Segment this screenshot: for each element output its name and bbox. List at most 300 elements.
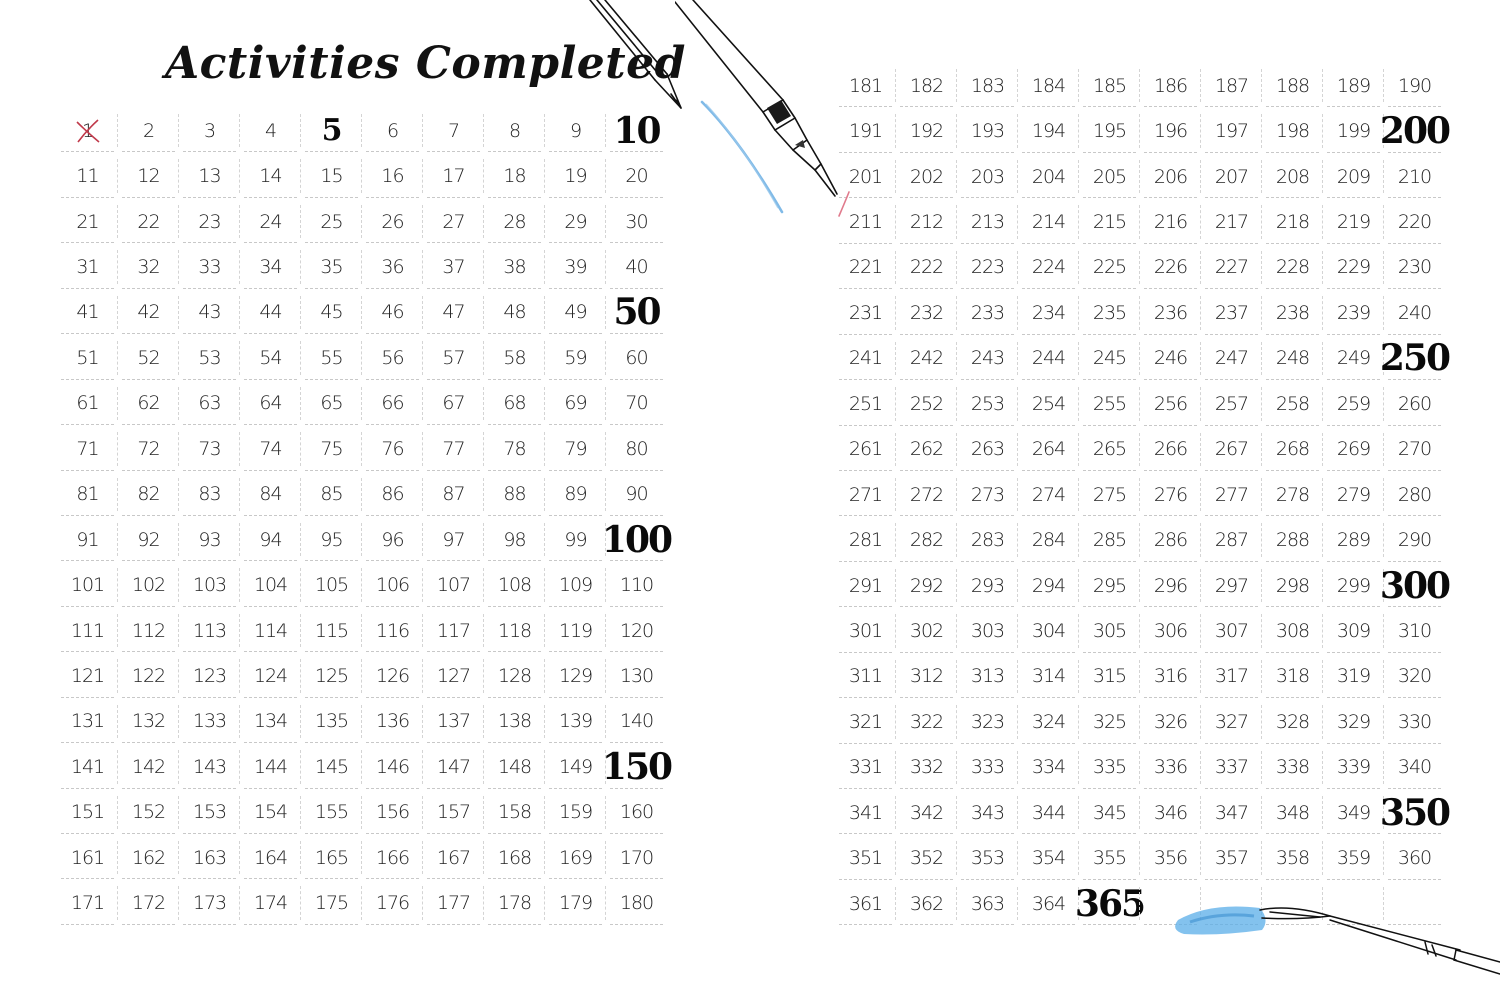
activity-cell-244[interactable] bbox=[1018, 336, 1079, 381]
activity-cell-342[interactable] bbox=[896, 790, 957, 835]
activity-cell-194[interactable] bbox=[1018, 108, 1079, 153]
activity-cell-337[interactable] bbox=[1201, 745, 1262, 790]
activity-cell-208[interactable] bbox=[1262, 154, 1323, 199]
activity-cell-338[interactable] bbox=[1262, 745, 1323, 790]
activity-cell-261[interactable] bbox=[835, 427, 896, 472]
activity-cell-229[interactable] bbox=[1323, 245, 1384, 290]
activity-cell-156[interactable] bbox=[362, 790, 423, 835]
activity-cell-204[interactable] bbox=[1018, 154, 1079, 199]
activity-cell-14[interactable] bbox=[240, 153, 301, 198]
activity-cell-256[interactable] bbox=[1140, 381, 1201, 426]
activity-cell-307[interactable] bbox=[1201, 608, 1262, 653]
activity-cell-341[interactable] bbox=[835, 790, 896, 835]
activity-cell-46[interactable] bbox=[362, 290, 423, 335]
activity-cell-102[interactable] bbox=[118, 562, 179, 607]
activity-cell-301[interactable] bbox=[835, 608, 896, 653]
activity-cell-137[interactable] bbox=[423, 699, 484, 744]
activity-cell-325[interactable] bbox=[1079, 699, 1140, 744]
activity-cell-71[interactable] bbox=[57, 426, 118, 471]
activity-cell-111[interactable] bbox=[57, 608, 118, 653]
activity-cell-346[interactable] bbox=[1140, 790, 1201, 835]
activity-cell-28[interactable] bbox=[484, 199, 545, 244]
activity-cell-326[interactable] bbox=[1140, 699, 1201, 744]
activity-cell-162[interactable] bbox=[118, 835, 179, 880]
activity-cell-213[interactable] bbox=[957, 199, 1018, 244]
activity-cell-221[interactable] bbox=[835, 245, 896, 290]
activity-cell-51[interactable] bbox=[57, 335, 118, 380]
activity-cell-9[interactable] bbox=[545, 108, 606, 153]
activity-cell-305[interactable] bbox=[1079, 608, 1140, 653]
activity-cell-210[interactable] bbox=[1384, 154, 1445, 199]
activity-cell-139[interactable] bbox=[545, 699, 606, 744]
activity-cell-151[interactable] bbox=[57, 790, 118, 835]
activity-cell-299[interactable] bbox=[1323, 563, 1384, 608]
activity-cell-159[interactable] bbox=[545, 790, 606, 835]
activity-cell-242[interactable] bbox=[896, 336, 957, 381]
activity-cell-132[interactable] bbox=[118, 699, 179, 744]
activity-cell-365[interactable] bbox=[1074, 881, 1145, 926]
activity-cell-59[interactable] bbox=[545, 335, 606, 380]
activity-cell-180[interactable] bbox=[606, 880, 667, 925]
activity-cell-166[interactable] bbox=[362, 835, 423, 880]
activity-cell-192[interactable] bbox=[896, 108, 957, 153]
activity-cell-357[interactable] bbox=[1201, 835, 1262, 880]
activity-cell-10[interactable] bbox=[606, 108, 667, 153]
activity-cell-183[interactable] bbox=[957, 63, 1018, 108]
activity-cell-83[interactable] bbox=[179, 472, 240, 517]
activity-cell-43[interactable] bbox=[179, 290, 240, 335]
activity-cell-246[interactable] bbox=[1140, 336, 1201, 381]
activity-cell-248[interactable] bbox=[1262, 336, 1323, 381]
activity-cell-196[interactable] bbox=[1140, 108, 1201, 153]
activity-cell-343[interactable] bbox=[957, 790, 1018, 835]
activity-cell-264[interactable] bbox=[1018, 427, 1079, 472]
activity-cell-318[interactable] bbox=[1262, 654, 1323, 699]
activity-cell-350[interactable] bbox=[1379, 790, 1450, 835]
activity-cell-304[interactable] bbox=[1018, 608, 1079, 653]
activity-cell-19[interactable] bbox=[545, 153, 606, 198]
activity-cell-11[interactable] bbox=[57, 153, 118, 198]
activity-cell-223[interactable] bbox=[957, 245, 1018, 290]
activity-cell-218[interactable] bbox=[1262, 199, 1323, 244]
activity-cell-300[interactable] bbox=[1379, 563, 1450, 608]
activity-cell-190[interactable] bbox=[1384, 63, 1445, 108]
activity-cell-20[interactable] bbox=[606, 153, 667, 198]
activity-cell-237[interactable] bbox=[1201, 290, 1262, 335]
activity-cell-275[interactable] bbox=[1079, 472, 1140, 517]
activity-cell-243[interactable] bbox=[957, 336, 1018, 381]
activity-cell-145[interactable] bbox=[301, 744, 362, 789]
activity-cell-126[interactable] bbox=[362, 653, 423, 698]
activity-cell-241[interactable] bbox=[835, 336, 896, 381]
activity-cell-96[interactable] bbox=[362, 517, 423, 562]
activity-cell-266[interactable] bbox=[1140, 427, 1201, 472]
activity-cell-217[interactable] bbox=[1201, 199, 1262, 244]
activity-cell-279[interactable] bbox=[1323, 472, 1384, 517]
activity-cell-214[interactable] bbox=[1018, 199, 1079, 244]
activity-cell-74[interactable] bbox=[240, 426, 301, 471]
activity-cell-125[interactable] bbox=[301, 653, 362, 698]
activity-cell-195[interactable] bbox=[1079, 108, 1140, 153]
activity-cell-50[interactable] bbox=[606, 290, 667, 335]
activity-cell-345[interactable] bbox=[1079, 790, 1140, 835]
activity-cell-251[interactable] bbox=[835, 381, 896, 426]
activity-cell-39[interactable] bbox=[545, 244, 606, 289]
activity-cell-58[interactable] bbox=[484, 335, 545, 380]
activity-cell-114[interactable] bbox=[240, 608, 301, 653]
activity-cell-70[interactable] bbox=[606, 381, 667, 426]
activity-cell-2[interactable] bbox=[118, 108, 179, 153]
activity-cell-54[interactable] bbox=[240, 335, 301, 380]
activity-cell-234[interactable] bbox=[1018, 290, 1079, 335]
activity-cell-92[interactable] bbox=[118, 517, 179, 562]
activity-cell-73[interactable] bbox=[179, 426, 240, 471]
activity-cell-88[interactable] bbox=[484, 472, 545, 517]
activity-cell-269[interactable] bbox=[1323, 427, 1384, 472]
activity-cell-293[interactable] bbox=[957, 563, 1018, 608]
activity-cell-149[interactable] bbox=[545, 744, 606, 789]
activity-cell-4[interactable] bbox=[240, 108, 301, 153]
activity-cell-230[interactable] bbox=[1384, 245, 1445, 290]
activity-cell-212[interactable] bbox=[896, 199, 957, 244]
activity-cell-150[interactable] bbox=[601, 744, 672, 789]
activity-cell-260[interactable] bbox=[1384, 381, 1445, 426]
activity-cell-184[interactable] bbox=[1018, 63, 1079, 108]
activity-cell-32[interactable] bbox=[118, 244, 179, 289]
activity-cell-352[interactable] bbox=[896, 835, 957, 880]
activity-cell-240[interactable] bbox=[1384, 290, 1445, 335]
activity-cell-289[interactable] bbox=[1323, 517, 1384, 562]
activity-cell-344[interactable] bbox=[1018, 790, 1079, 835]
activity-cell-103[interactable] bbox=[179, 562, 240, 607]
activity-cell-6[interactable] bbox=[362, 108, 423, 153]
activity-cell-115[interactable] bbox=[301, 608, 362, 653]
activity-cell-257[interactable] bbox=[1201, 381, 1262, 426]
activity-cell-41[interactable] bbox=[57, 290, 118, 335]
activity-cell-224[interactable] bbox=[1018, 245, 1079, 290]
activity-cell-130[interactable] bbox=[606, 653, 667, 698]
activity-cell-148[interactable] bbox=[484, 744, 545, 789]
activity-cell-8[interactable] bbox=[484, 108, 545, 153]
activity-cell-314[interactable] bbox=[1018, 654, 1079, 699]
activity-cell-262[interactable] bbox=[896, 427, 957, 472]
activity-cell-98[interactable] bbox=[484, 517, 545, 562]
activity-cell-290[interactable] bbox=[1384, 517, 1445, 562]
activity-cell-272[interactable] bbox=[896, 472, 957, 517]
activity-cell-18[interactable] bbox=[484, 153, 545, 198]
activity-cell-76[interactable] bbox=[362, 426, 423, 471]
activity-cell-209[interactable] bbox=[1323, 154, 1384, 199]
activity-cell-48[interactable] bbox=[484, 290, 545, 335]
activity-cell-363[interactable] bbox=[957, 881, 1018, 926]
activity-cell-131[interactable] bbox=[57, 699, 118, 744]
activity-cell-61[interactable] bbox=[57, 381, 118, 426]
activity-cell-364[interactable] bbox=[1018, 881, 1079, 926]
activity-cell-271[interactable] bbox=[835, 472, 896, 517]
activity-cell-201[interactable] bbox=[835, 154, 896, 199]
activity-cell-206[interactable] bbox=[1140, 154, 1201, 199]
activity-cell-220[interactable] bbox=[1384, 199, 1445, 244]
activity-cell-291[interactable] bbox=[835, 563, 896, 608]
activity-cell-105[interactable] bbox=[301, 562, 362, 607]
activity-cell-351[interactable] bbox=[835, 835, 896, 880]
activity-cell-45[interactable] bbox=[301, 290, 362, 335]
activity-cell-199[interactable] bbox=[1323, 108, 1384, 153]
activity-cell-141[interactable] bbox=[57, 744, 118, 789]
activity-cell-273[interactable] bbox=[957, 472, 1018, 517]
activity-cell-336[interactable] bbox=[1140, 745, 1201, 790]
activity-cell-249[interactable] bbox=[1323, 336, 1384, 381]
activity-cell-182[interactable] bbox=[896, 63, 957, 108]
activity-cell-38[interactable] bbox=[484, 244, 545, 289]
activity-cell-174[interactable] bbox=[240, 880, 301, 925]
activity-cell-313[interactable] bbox=[957, 654, 1018, 699]
activity-cell-294[interactable] bbox=[1018, 563, 1079, 608]
activity-cell-226[interactable] bbox=[1140, 245, 1201, 290]
activity-cell-1[interactable] bbox=[57, 108, 118, 153]
activity-cell-165[interactable] bbox=[301, 835, 362, 880]
activity-cell-79[interactable] bbox=[545, 426, 606, 471]
activity-cell-81[interactable] bbox=[57, 472, 118, 517]
activity-cell-203[interactable] bbox=[957, 154, 1018, 199]
activity-cell-63[interactable] bbox=[179, 381, 240, 426]
activity-cell-187[interactable] bbox=[1201, 63, 1262, 108]
activity-cell-65[interactable] bbox=[301, 381, 362, 426]
activity-cell-97[interactable] bbox=[423, 517, 484, 562]
activity-cell-340[interactable] bbox=[1384, 745, 1445, 790]
activity-cell-124[interactable] bbox=[240, 653, 301, 698]
activity-cell-238[interactable] bbox=[1262, 290, 1323, 335]
activity-cell-163[interactable] bbox=[179, 835, 240, 880]
activity-cell-31[interactable] bbox=[57, 244, 118, 289]
activity-cell-7[interactable] bbox=[423, 108, 484, 153]
activity-cell-281[interactable] bbox=[835, 517, 896, 562]
activity-cell-356[interactable] bbox=[1140, 835, 1201, 880]
activity-cell-298[interactable] bbox=[1262, 563, 1323, 608]
activity-cell-267[interactable] bbox=[1201, 427, 1262, 472]
activity-cell-13[interactable] bbox=[179, 153, 240, 198]
activity-cell-236[interactable] bbox=[1140, 290, 1201, 335]
activity-cell-49[interactable] bbox=[545, 290, 606, 335]
activity-cell-75[interactable] bbox=[301, 426, 362, 471]
activity-cell-29[interactable] bbox=[545, 199, 606, 244]
activity-cell-169[interactable] bbox=[545, 835, 606, 880]
activity-cell-21[interactable] bbox=[57, 199, 118, 244]
activity-cell-331[interactable] bbox=[835, 745, 896, 790]
activity-cell-93[interactable] bbox=[179, 517, 240, 562]
activity-cell-308[interactable] bbox=[1262, 608, 1323, 653]
activity-cell-332[interactable] bbox=[896, 745, 957, 790]
activity-cell-85[interactable] bbox=[301, 472, 362, 517]
activity-cell-24[interactable] bbox=[240, 199, 301, 244]
activity-cell-110[interactable] bbox=[606, 562, 667, 607]
activity-cell-107[interactable] bbox=[423, 562, 484, 607]
activity-cell-306[interactable] bbox=[1140, 608, 1201, 653]
activity-cell-315[interactable] bbox=[1079, 654, 1140, 699]
activity-cell-138[interactable] bbox=[484, 699, 545, 744]
activity-cell-3[interactable] bbox=[179, 108, 240, 153]
activity-cell-82[interactable] bbox=[118, 472, 179, 517]
activity-cell-140[interactable] bbox=[606, 699, 667, 744]
activity-cell-155[interactable] bbox=[301, 790, 362, 835]
activity-cell-42[interactable] bbox=[118, 290, 179, 335]
activity-cell-252[interactable] bbox=[896, 381, 957, 426]
activity-cell-335[interactable] bbox=[1079, 745, 1140, 790]
activity-cell-285[interactable] bbox=[1079, 517, 1140, 562]
activity-cell-283[interactable] bbox=[957, 517, 1018, 562]
activity-cell-87[interactable] bbox=[423, 472, 484, 517]
activity-cell-15[interactable] bbox=[301, 153, 362, 198]
activity-cell-101[interactable] bbox=[57, 562, 118, 607]
activity-cell-347[interactable] bbox=[1201, 790, 1262, 835]
activity-cell-328[interactable] bbox=[1262, 699, 1323, 744]
activity-cell-233[interactable] bbox=[957, 290, 1018, 335]
activity-cell-91[interactable] bbox=[57, 517, 118, 562]
activity-cell-222[interactable] bbox=[896, 245, 957, 290]
activity-cell-202[interactable] bbox=[896, 154, 957, 199]
activity-cell-191[interactable] bbox=[835, 108, 896, 153]
activity-cell-5[interactable] bbox=[301, 108, 362, 153]
activity-cell-152[interactable] bbox=[118, 790, 179, 835]
activity-cell-142[interactable] bbox=[118, 744, 179, 789]
activity-cell-268[interactable] bbox=[1262, 427, 1323, 472]
activity-cell-177[interactable] bbox=[423, 880, 484, 925]
activity-cell-69[interactable] bbox=[545, 381, 606, 426]
activity-cell-109[interactable] bbox=[545, 562, 606, 607]
activity-cell-193[interactable] bbox=[957, 108, 1018, 153]
activity-cell-311[interactable] bbox=[835, 654, 896, 699]
activity-cell-323[interactable] bbox=[957, 699, 1018, 744]
activity-cell-207[interactable] bbox=[1201, 154, 1262, 199]
activity-cell-35[interactable] bbox=[301, 244, 362, 289]
activity-cell-320[interactable] bbox=[1384, 654, 1445, 699]
activity-cell-359[interactable] bbox=[1323, 835, 1384, 880]
activity-cell-118[interactable] bbox=[484, 608, 545, 653]
activity-cell-16[interactable] bbox=[362, 153, 423, 198]
activity-cell-277[interactable] bbox=[1201, 472, 1262, 517]
activity-cell-146[interactable] bbox=[362, 744, 423, 789]
activity-cell-47[interactable] bbox=[423, 290, 484, 335]
activity-cell-263[interactable] bbox=[957, 427, 1018, 472]
activity-cell-36[interactable] bbox=[362, 244, 423, 289]
activity-cell-361[interactable] bbox=[835, 881, 896, 926]
activity-cell-64[interactable] bbox=[240, 381, 301, 426]
activity-cell-127[interactable] bbox=[423, 653, 484, 698]
activity-cell-157[interactable] bbox=[423, 790, 484, 835]
activity-cell-160[interactable] bbox=[606, 790, 667, 835]
activity-cell-123[interactable] bbox=[179, 653, 240, 698]
activity-cell-254[interactable] bbox=[1018, 381, 1079, 426]
activity-cell-147[interactable] bbox=[423, 744, 484, 789]
activity-cell-44[interactable] bbox=[240, 290, 301, 335]
activity-cell-52[interactable] bbox=[118, 335, 179, 380]
activity-cell-40[interactable] bbox=[606, 244, 667, 289]
activity-cell-37[interactable] bbox=[423, 244, 484, 289]
activity-cell-128[interactable] bbox=[484, 653, 545, 698]
activity-cell-276[interactable] bbox=[1140, 472, 1201, 517]
activity-cell-197[interactable] bbox=[1201, 108, 1262, 153]
activity-cell-286[interactable] bbox=[1140, 517, 1201, 562]
activity-cell-200[interactable] bbox=[1379, 108, 1450, 153]
activity-cell-119[interactable] bbox=[545, 608, 606, 653]
activity-cell-84[interactable] bbox=[240, 472, 301, 517]
activity-cell-168[interactable] bbox=[484, 835, 545, 880]
activity-cell-239[interactable] bbox=[1323, 290, 1384, 335]
activity-cell-329[interactable] bbox=[1323, 699, 1384, 744]
activity-cell-245[interactable] bbox=[1079, 336, 1140, 381]
activity-cell-265[interactable] bbox=[1079, 427, 1140, 472]
activity-cell-334[interactable] bbox=[1018, 745, 1079, 790]
activity-cell-284[interactable] bbox=[1018, 517, 1079, 562]
activity-cell-72[interactable] bbox=[118, 426, 179, 471]
activity-cell-303[interactable] bbox=[957, 608, 1018, 653]
activity-cell-122[interactable] bbox=[118, 653, 179, 698]
activity-cell-339[interactable] bbox=[1323, 745, 1384, 790]
activity-cell-23[interactable] bbox=[179, 199, 240, 244]
activity-cell-258[interactable] bbox=[1262, 381, 1323, 426]
activity-cell-324[interactable] bbox=[1018, 699, 1079, 744]
activity-cell-216[interactable] bbox=[1140, 199, 1201, 244]
activity-cell-120[interactable] bbox=[606, 608, 667, 653]
activity-cell-362[interactable] bbox=[896, 881, 957, 926]
activity-cell-198[interactable] bbox=[1262, 108, 1323, 153]
activity-cell-288[interactable] bbox=[1262, 517, 1323, 562]
activity-cell-134[interactable] bbox=[240, 699, 301, 744]
activity-cell-173[interactable] bbox=[179, 880, 240, 925]
activity-cell-106[interactable] bbox=[362, 562, 423, 607]
activity-cell-113[interactable] bbox=[179, 608, 240, 653]
activity-cell-80[interactable] bbox=[606, 426, 667, 471]
activity-cell-27[interactable] bbox=[423, 199, 484, 244]
activity-cell-171[interactable] bbox=[57, 880, 118, 925]
activity-cell-274[interactable] bbox=[1018, 472, 1079, 517]
activity-cell-55[interactable] bbox=[301, 335, 362, 380]
activity-cell-100[interactable] bbox=[601, 517, 672, 562]
activity-cell-282[interactable] bbox=[896, 517, 957, 562]
activity-cell-185[interactable] bbox=[1079, 63, 1140, 108]
activity-cell-57[interactable] bbox=[423, 335, 484, 380]
activity-cell-302[interactable] bbox=[896, 608, 957, 653]
activity-cell-164[interactable] bbox=[240, 835, 301, 880]
activity-cell-292[interactable] bbox=[896, 563, 957, 608]
activity-cell-136[interactable] bbox=[362, 699, 423, 744]
activity-cell-89[interactable] bbox=[545, 472, 606, 517]
activity-cell-112[interactable] bbox=[118, 608, 179, 653]
activity-cell-181[interactable] bbox=[835, 63, 896, 108]
activity-cell-67[interactable] bbox=[423, 381, 484, 426]
activity-cell-333[interactable] bbox=[957, 745, 1018, 790]
activity-cell-312[interactable] bbox=[896, 654, 957, 699]
activity-cell-270[interactable] bbox=[1384, 427, 1445, 472]
activity-cell-317[interactable] bbox=[1201, 654, 1262, 699]
activity-cell-179[interactable] bbox=[545, 880, 606, 925]
activity-cell-235[interactable] bbox=[1079, 290, 1140, 335]
activity-cell-133[interactable] bbox=[179, 699, 240, 744]
activity-cell-211[interactable] bbox=[835, 199, 896, 244]
activity-cell-62[interactable] bbox=[118, 381, 179, 426]
activity-cell-287[interactable] bbox=[1201, 517, 1262, 562]
activity-cell-17[interactable] bbox=[423, 153, 484, 198]
activity-cell-26[interactable] bbox=[362, 199, 423, 244]
activity-cell-353[interactable] bbox=[957, 835, 1018, 880]
activity-cell-358[interactable] bbox=[1262, 835, 1323, 880]
activity-cell-297[interactable] bbox=[1201, 563, 1262, 608]
activity-cell-66[interactable] bbox=[362, 381, 423, 426]
activity-cell-310[interactable] bbox=[1384, 608, 1445, 653]
activity-cell-129[interactable] bbox=[545, 653, 606, 698]
activity-cell-99[interactable] bbox=[545, 517, 606, 562]
activity-cell-349[interactable] bbox=[1323, 790, 1384, 835]
